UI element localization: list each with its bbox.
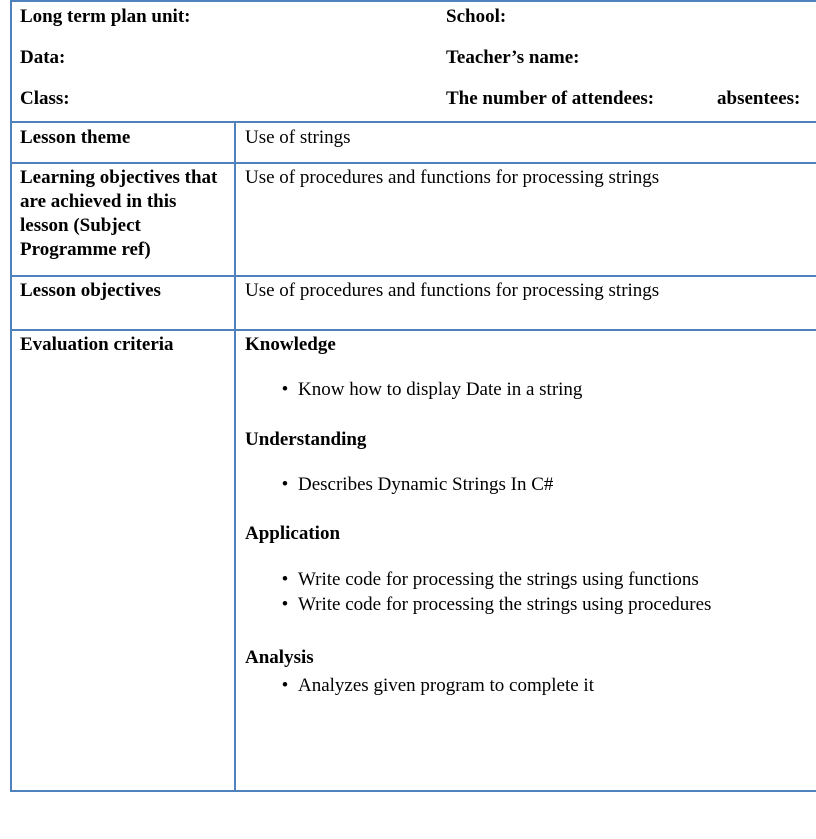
understanding-heading: Understanding bbox=[245, 429, 367, 450]
long-term-plan-unit-label: Long term plan unit: bbox=[20, 6, 191, 27]
list-item-text: Analyzes given program to complete it bbox=[298, 675, 594, 696]
absentees-label: absentees: bbox=[717, 88, 801, 109]
lesson-objectives-value: Use of procedures and functions for processing strings bbox=[245, 280, 660, 301]
number-of-attendees-label: The number of attendees: bbox=[446, 88, 655, 109]
analysis-heading: Analysis bbox=[245, 647, 314, 668]
application-heading: Application bbox=[245, 523, 341, 544]
school-label: School: bbox=[446, 6, 507, 27]
lesson-theme-label: Lesson theme bbox=[20, 127, 131, 148]
table-border-bottom bbox=[10, 790, 816, 792]
table-border-header-bottom bbox=[10, 121, 816, 123]
data-label: Data: bbox=[20, 47, 66, 68]
application-list bbox=[276, 567, 711, 617]
analysis-list bbox=[276, 673, 594, 698]
bullet-icon: • bbox=[281, 594, 289, 615]
lesson-theme-value: Use of strings bbox=[245, 127, 351, 148]
list-item bbox=[276, 377, 582, 402]
class-label: Class: bbox=[20, 88, 70, 109]
knowledge-list bbox=[276, 377, 582, 402]
table-border-column-divider bbox=[234, 121, 236, 792]
lesson-objectives-label: Lesson objectives bbox=[20, 280, 161, 301]
teachers-name-label: Teacher’s name: bbox=[446, 47, 580, 68]
learning-objectives-label: Learning objectives that are achieved in this lesson (Subject Programme ref) bbox=[20, 167, 218, 260]
list-item bbox=[276, 472, 553, 497]
list-item bbox=[276, 592, 711, 617]
table-border-row1-bottom bbox=[10, 162, 816, 164]
knowledge-heading: Knowledge bbox=[245, 334, 336, 355]
understanding-list bbox=[276, 472, 553, 497]
list-item bbox=[276, 673, 594, 698]
bullet-icon: • bbox=[281, 474, 289, 495]
table-border-row3-bottom bbox=[10, 329, 816, 331]
table-border-left bbox=[10, 0, 12, 792]
list-item bbox=[276, 567, 711, 592]
list-item-text: Write code for processing the strings using functions bbox=[298, 569, 699, 590]
table-border-top bbox=[10, 0, 816, 2]
table-border-row2-bottom bbox=[10, 275, 816, 277]
list-item-text: Write code for processing the strings using procedures bbox=[298, 594, 712, 615]
evaluation-criteria-label: Evaluation criteria bbox=[20, 334, 174, 355]
bullet-icon: • bbox=[281, 675, 289, 696]
list-item-text: Know how to display Date in a string bbox=[298, 379, 583, 400]
bullet-icon: • bbox=[281, 569, 289, 590]
learning-objectives-value: Use of procedures and functions for processing strings bbox=[245, 167, 660, 188]
list-item-text: Describes Dynamic Strings In C# bbox=[298, 474, 554, 495]
bullet-icon: • bbox=[281, 379, 289, 400]
